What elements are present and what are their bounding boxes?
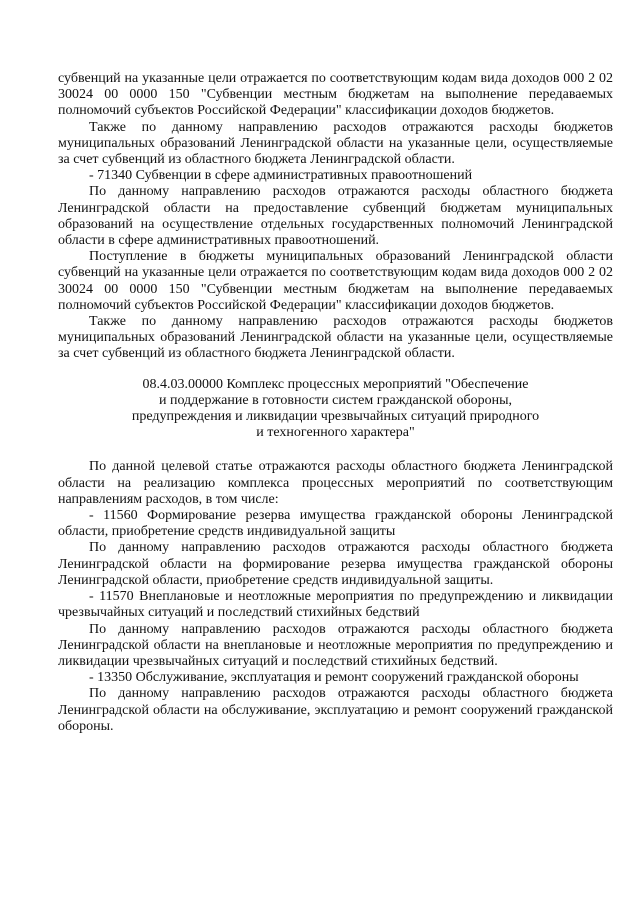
paragraph-target-article: По данной целевой статье отражаются расходы областного бюджета Ленинградской области на реализацию комплекса процессных мероприятий по соответствующим направлениям расходов, в том числе: [58, 459, 613, 507]
paragraph-civil-defense-reserve: По данному направлению расходов отражаются расходы областного бюджета Ленинградской области на формирование резерва имущества гражданской обороны Ленинградской области, приобретение средств индивидуальной защиты. [58, 540, 613, 588]
paragraph-civil-defense-facilities: По данному направлению расходов отражаются расходы областного бюджета Ленинградской области на обслуживание, эксплуатацию и ремонт сооружений гражданской обороны. [58, 686, 613, 734]
paragraph-item-71340: - 71340 Субвенции в сфере административных правоотношений [89, 168, 473, 184]
document-page [58, 71, 613, 735]
section-title-line: и техногенного характера" [256, 425, 415, 441]
paragraph-emergency-measures: По данному направлению расходов отражаются расходы областного бюджета Ленинградской области на внеплановые и неотложные мероприятия по предупреждению и ликвидации чрезвычайных ситуаций и последствий стихийных бедствий. [58, 621, 613, 669]
section-title-line: предупреждения и ликвидации чрезвычайных ситуаций природного [131, 409, 540, 425]
section-title-line: 08.4.03.00000 Комплекс процессных мероприятий "Обеспечение [142, 376, 529, 392]
paragraph-item-11560: - 11560 Формирование резерва имущества гражданской обороны Ленинградской области, приобретение средств индивидуальной защиты [58, 508, 613, 540]
paragraph-admin-relations: По данному направлению расходов отражаются расходы областного бюджета Ленинградской области на предоставление субвенций бюджетам муниципальных образований на осуществление отдельных государственных полномочий Ленинградской области в сфере административных правоотношений. [58, 184, 613, 249]
paragraph-income-codes-2: Поступление в бюджеты муниципальных образований Ленинградской области субвенций на указанные цели отражается по соответствующим кодам вида доходов 000 2 02 30024 00 0000 150 "Субвенции местным бюджетам на выполнение передаваемых полномочий субъектов Российской Федерации" классификации доходов бюджетов. [58, 249, 613, 313]
paragraph-municipal-expenses-2: Также по данному направлению расходов отражаются расходы бюджетов муниципальных образований Ленинградской области на указанные цели, осуществляемые за счет субвенций из областного бюджета Ленинградской области. [58, 314, 613, 362]
paragraph-item-11570: - 11570 Внеплановые и неотложные мероприятия по предупреждению и ликвидации чрезвычайных ситуаций и последствий стихийных бедствий [58, 589, 613, 621]
paragraph-item-13350: - 13350 Обслуживание, эксплуатация и ремонт сооружений гражданской обороны [89, 670, 579, 686]
section-title-line: и поддержание в готовности систем гражданской обороны, [158, 392, 513, 408]
paragraph-income-codes: субвенций на указанные цели отражается по соответствующим кодам вида доходов 000 2 02 30024 00 0000 150 "Субвенции местным бюджетам на выполнение передаваемых полномочий субъектов Российской Федерации" классификации доходов бюджетов. [58, 71, 613, 119]
section-title [58, 377, 613, 442]
paragraph-municipal-expenses: Также по данному направлению расходов отражаются расходы бюджетов муниципальных образований Ленинградской области на указанные цели, осуществляемые за счет субвенций из областного бюджета Ленинградской области. [58, 119, 613, 168]
